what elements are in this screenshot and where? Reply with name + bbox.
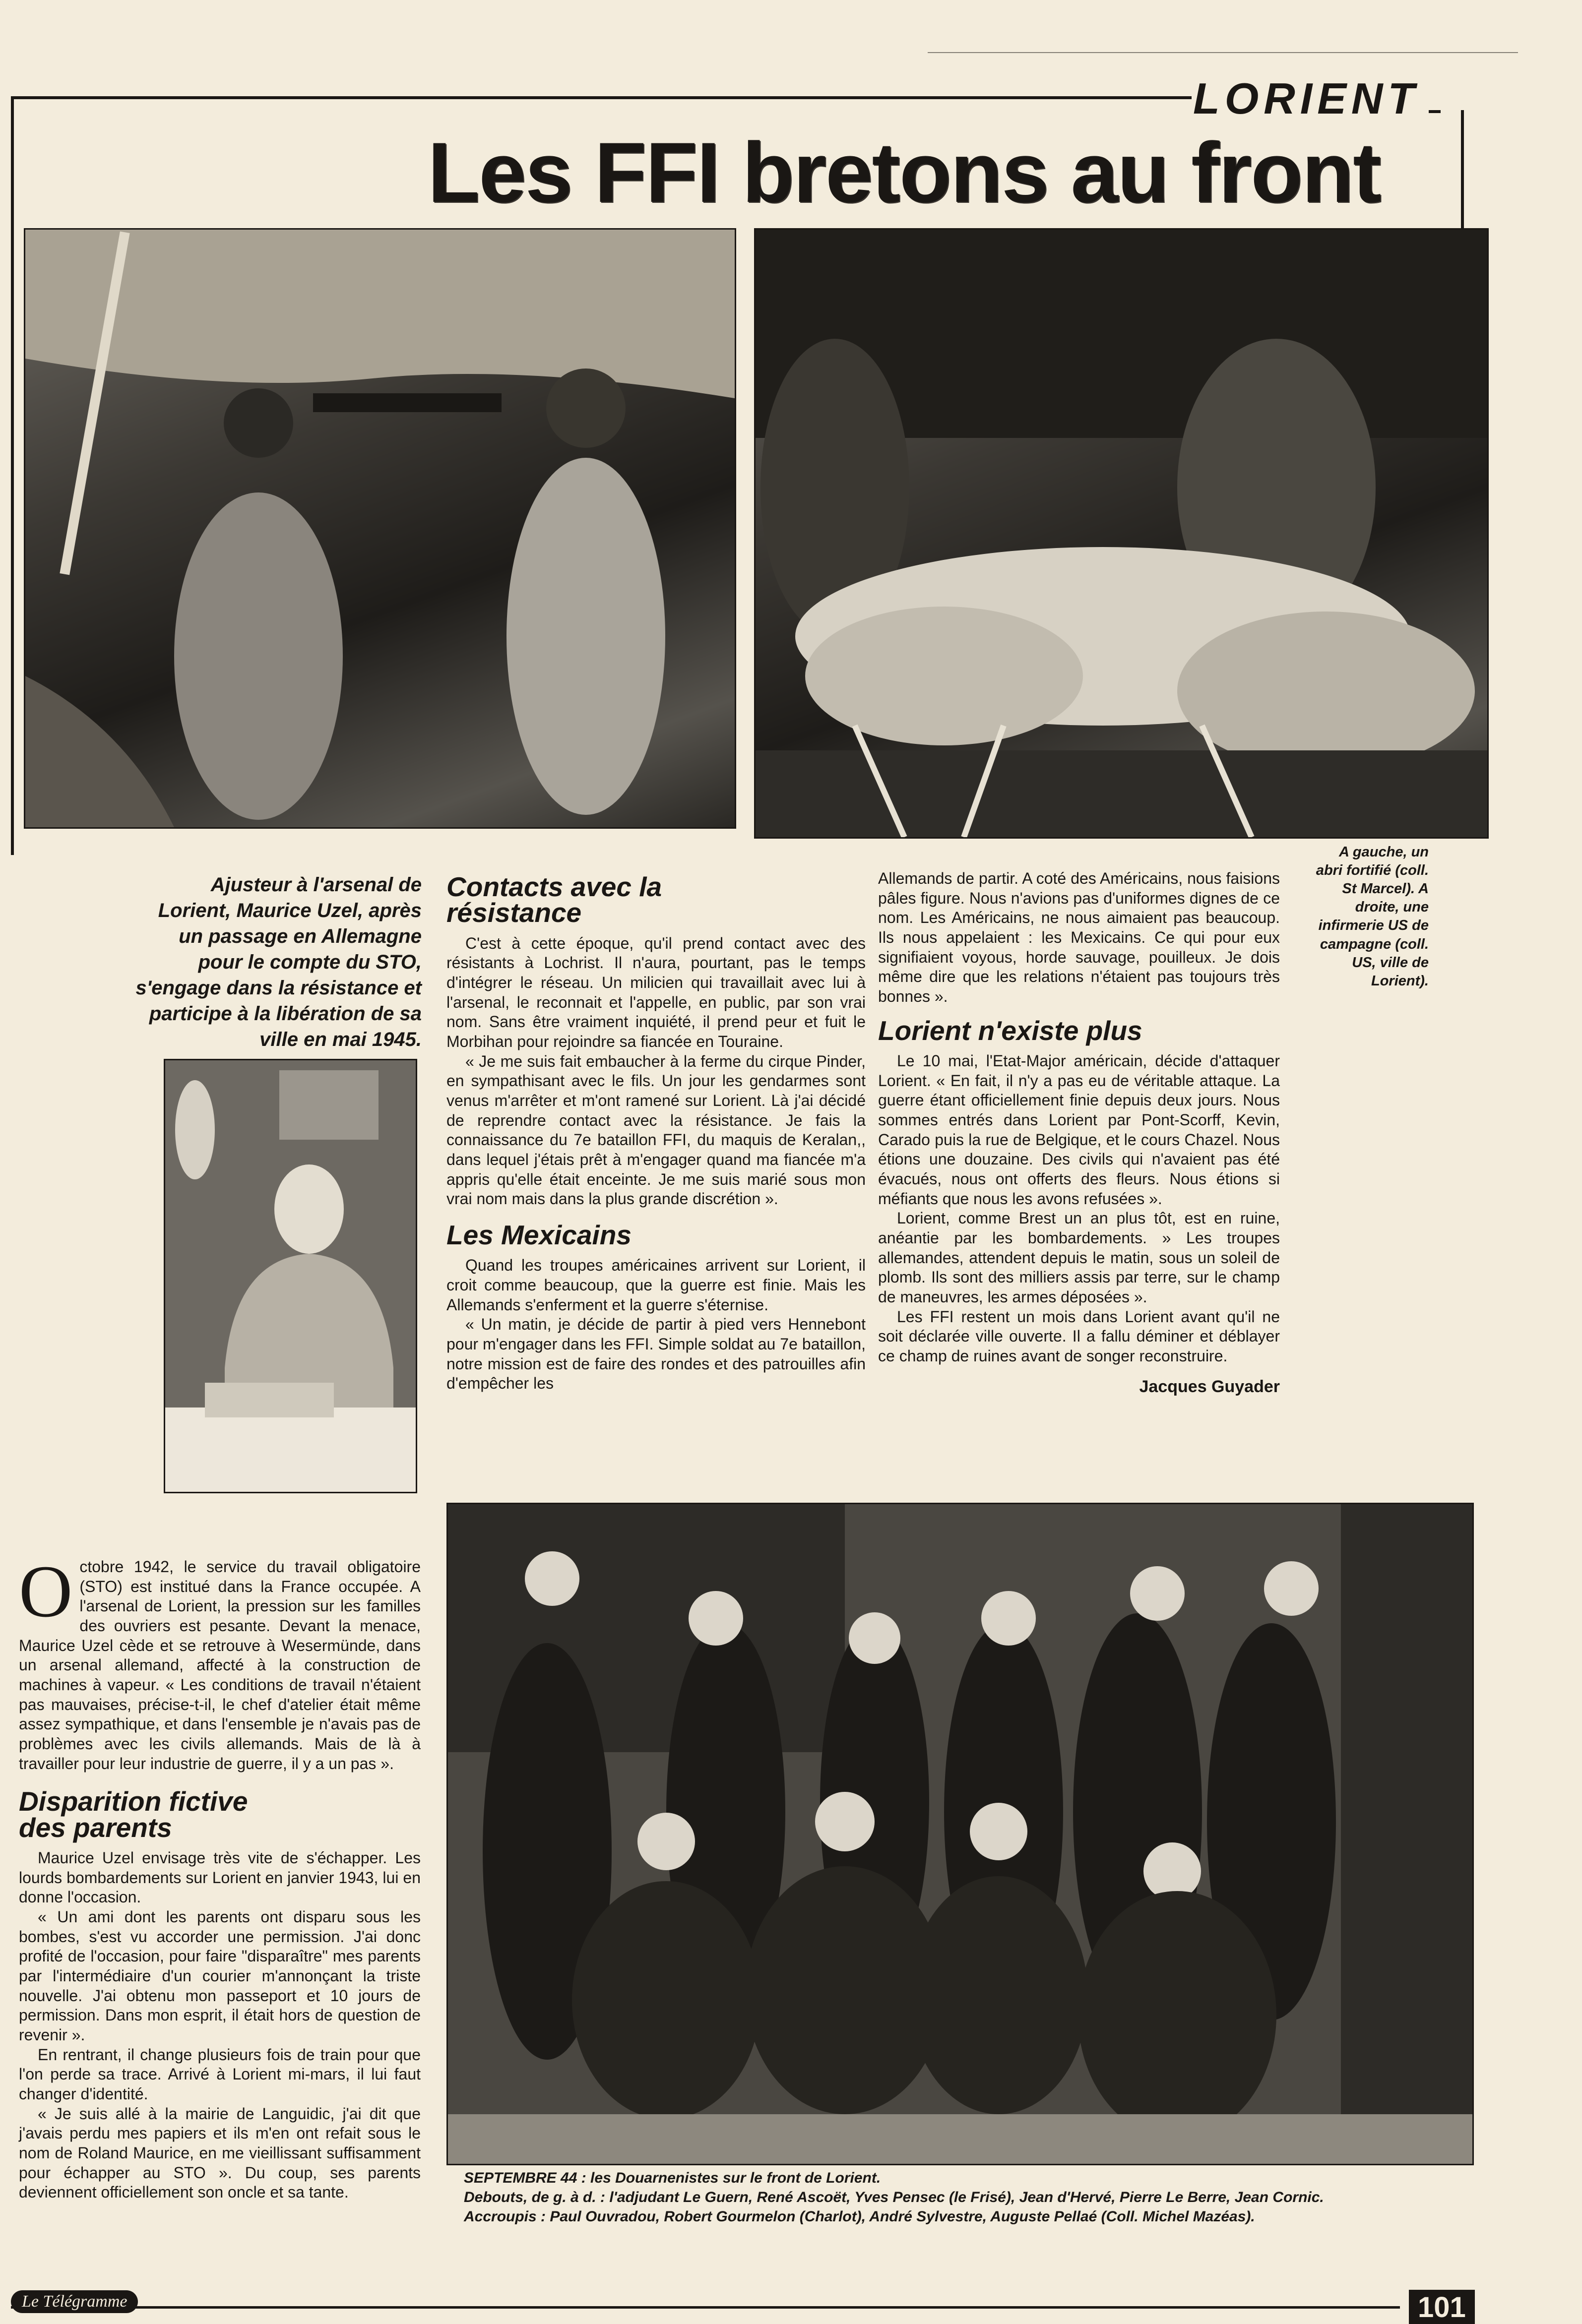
photo-field-infirmary xyxy=(754,228,1489,839)
col2-paragraph: « Je me suis fait embaucher à la ferme du cirque Pinder, en sympathisant avec le fils. Un jour les gendarmes sont venus m'arrêter et m'ont ramené sur Lorient. Là j'ai décidé de reprendre contact avec la résistance. Je fais la connaissance du 7e bataillon FFI, du maquis de Keralan,, dans lequel j'étais prêt à m'engager quand ma fiancée m'a appris qu'elle était enceinte. Je me suis marié sous mon vrai nom mais dans la plus grande discrétion ». xyxy=(446,1052,866,1208)
author-signature: Jacques Guyader xyxy=(1139,1377,1280,1396)
subhead-mexicains: Les Mexicains xyxy=(446,1219,632,1250)
left-rule xyxy=(11,96,14,855)
col2-paragraph: Quand les troupes américaines arrivent sur Lorient, il croit comme beaucoup, que la guerre est finie. Mais les Allemands s'enferment et la guerre s'éternise. xyxy=(446,1256,866,1314)
group-photo-caption xyxy=(464,2168,1436,2226)
caption-line-kneeling: Accroupis : Paul Ouvradou, Robert Gourmelon (Charlot), André Sylvestre, Auguste Pellaé (Coll. Michel Mazéas). xyxy=(464,2208,1255,2225)
col2-paragraph: C'est à cette époque, qu'il prend contact avec des résistants à Lochrist. Il n'aura, pourtant, pas le temps d'intégrer le réseau. Un milicien qui travaillait avec lui à l'arsenal, le reconnait et l'appelle, en public, par son vrai nom. Sans être vraiment inquiété, il prend peur et fuit le Morbihan pour rejoindre sa fiancée en Touraine. xyxy=(446,934,866,1050)
caption-line-standing: Debouts, de g. à d. : l'adjudant Le Guern, René Ascoët, Yves Pensec (le Frisé), Jean d'Hervé, Pierre Le Berre, Jean Cornic. xyxy=(464,2189,1324,2205)
caption-line-title: SEPTEMBRE 44 : les Douarnenistes sur le front de Lorient. xyxy=(464,2170,881,2186)
col2-paragraph: « Un matin, je décide de partir à pied vers Hennebont pour m'engager dans les FFI. Simple soldat au 7e bataillon, notre mission est de faire des rondes et des patrouilles afin d'empêcher les xyxy=(446,1315,866,1393)
col3-paragraph: Le 10 mai, l'Etat-Major américain, décide d'attaquer Lorient. « En fait, il n'y a pas eu de véritable attaque. La guerre étant officiellement finie depuis deux jours. Nous sommes entrés dans Lorient par Pont-Scorff, Kevin, Carado puis la rue de Belgique, et le cours Chazel. Nous étions une douzaine. Des civils qui n'avaient pas été évacués, nous ont offerts des fleurs. Nous étions si méfiants que nous les avons refusées ». xyxy=(878,1051,1280,1208)
faint-top-line xyxy=(928,52,1518,53)
dropcap: O xyxy=(19,1550,73,1633)
col1-paragraph: « Un ami dont les parents ont disparu sous les bombes, s'est vu accorder une permission. J'ai donc profité de l'occasion, pour faire "disparaître" mes parents par l'intermédiaire d'un courier m'annonçant la triste nouvelle. J'ai obtenu mon passeport et 10 jours de permission. Dans mon esprit, il était hors de question de revenir ». xyxy=(19,1907,421,2044)
photo-douarnenez-group xyxy=(446,1503,1474,2165)
col1-paragraph: En rentrant, il change plusieurs fois de train pour que l'on perde sa trace. Arrivé à Lorient mi-mars, il lui faut changer d'identité. xyxy=(19,2045,421,2103)
page-number: 101 xyxy=(1409,2290,1475,2324)
photo-caption-top: A gauche, un abri fortifié (coll. St Marcel). A droite, une infirmerie US de campagne (coll. US, ville de Lorient). xyxy=(1316,844,1429,989)
top-rule xyxy=(11,96,1192,99)
col3-paragraph: Les FFI restent un mois dans Lorient avant qu'il ne soit déclarée ville ouverte. Il a fallu déminer et déblayer ce champ de ruines avant de songer reconstruire. xyxy=(878,1307,1280,1365)
column-1 xyxy=(19,1550,421,2202)
right-rule xyxy=(1461,110,1464,239)
photo-trench-soldiers xyxy=(24,228,736,829)
lead-paragraph: Ajusteur à l'arsenal de Lorient, Maurice Uzel, après un passage en Allemagne pour le compte du STO, s'engage dans la résistance et participe à la libération de sa ville en mai 1945. xyxy=(135,874,422,1050)
newspaper-logo: Le Télégramme xyxy=(11,2290,138,2313)
subhead-contacts: Contacts avec la résistance xyxy=(446,871,662,928)
subhead-disparition: Disparition fictive des parents xyxy=(19,1786,248,1843)
subhead-lorient: Lorient n'existe plus xyxy=(878,1015,1142,1046)
col3-paragraph: Lorient, comme Brest un an plus tôt, est en ruine, anéantie par les bombardements. » Les troupes allemandes, attendent depuis le matin, sous un soleil de plomb. Ils sont des milliers assis par terre, sur le champ de maneuvres, les armes déposées ». xyxy=(878,1209,1280,1306)
bottom-rule xyxy=(11,2306,1400,2309)
column-3 xyxy=(878,869,1280,1397)
col1-paragraph: Maurice Uzel envisage très vite de s'échapper. Les lourds bombardements sur Lorient en janvier 1943, lui en donne l'occasion. xyxy=(19,1848,421,1906)
column-2 xyxy=(446,871,866,1394)
headline: Les FFI bretons au front xyxy=(428,125,1381,220)
section-tag: LORIENT xyxy=(1193,74,1420,123)
col3-paragraph: Allemands de partir. A coté des Américains, nous faisions pâles figure. Nous n'avions pas d'uniformes dignes de ce nom. Les Américains, ne nous aimaient pas beaucoup. Ils nous appelaient : les Mexicains. Ce qui pour eux signifiaient voyous, horde sauvage, pouilleux. Je dois même dire que les relations n'étaient pas toujours très bonnes ». xyxy=(878,869,1280,1006)
top-rule-right xyxy=(1429,110,1441,113)
col1-intro: Octobre 1942, le service du travail obligatoire (STO) est institué dans la France occupée. A l'arsenal de Lorient, la pression sur les familles des ouvriers est pesante. Devant la menace, Maurice Uzel cède et se retrouve à Wesermünde, dans un arsenal allemand, affecté à la construction de machines à vapeur. « Les conditions de travail n'étaient pas mauvaises, précise-t-il, le chef d'atelier était même assez sympathique, et dans l'ensemble je n'avais pas de problèmes avec les civils allemands. Mais de là à travailler pour leur industrie de guerre, il y a un pas ». xyxy=(19,1550,421,1773)
photo-maurice-uzel xyxy=(164,1059,417,1493)
col1-paragraph: « Je suis allé à la mairie de Languidic, j'ai dit que j'avais perdu mes papiers et ils m'en ont refait sous le nom de Roland Maurice, en me vieillissant suffisamment pour échapper au STO ». Du coup, ses parents deviennent officiellement son oncle et sa tante. xyxy=(19,2104,421,2202)
